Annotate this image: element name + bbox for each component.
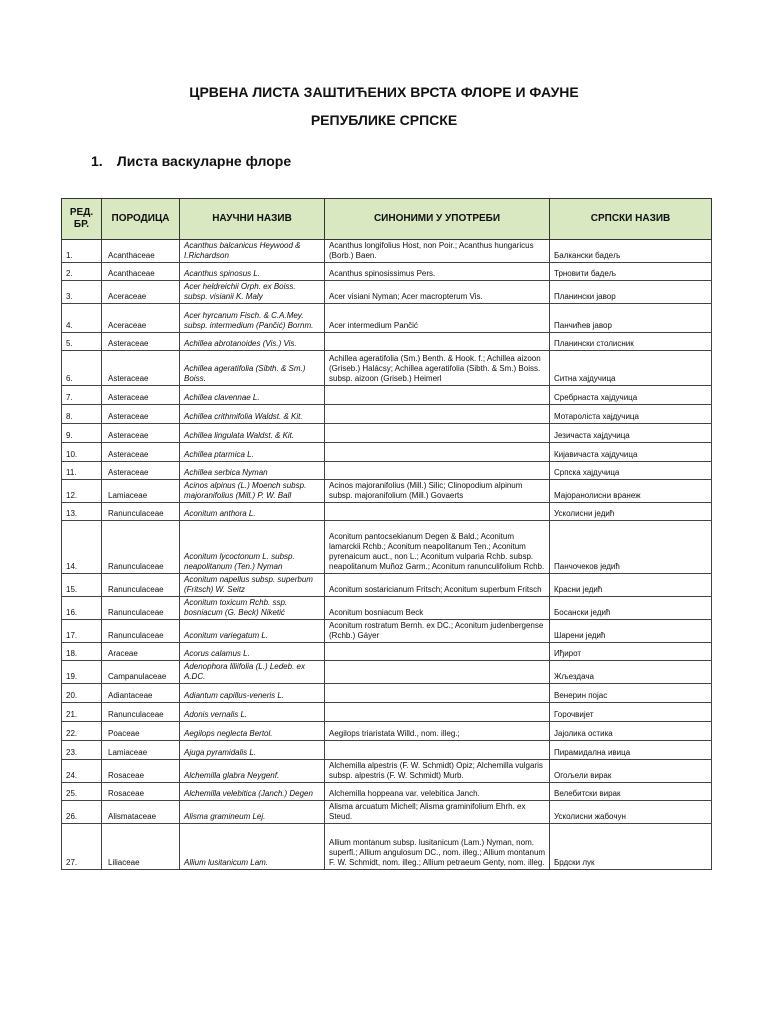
table-row: [62, 703, 712, 722]
table-row: [62, 824, 712, 870]
row-number-cell: 14.: [62, 521, 102, 574]
table-row: [62, 281, 712, 304]
family-cell: Liliaceae: [102, 824, 180, 870]
table-row: [62, 424, 712, 443]
family-cell: Rosaceae: [102, 783, 180, 801]
serbian-name-cell: Пирамидална ивица: [550, 741, 712, 760]
synonyms-cell: Alchemilla hoppeana var. velebitica Janch.: [325, 783, 550, 801]
row-number-cell: 3.: [62, 281, 102, 304]
scientific-name-cell: Adiantum capillus-veneris L.: [180, 684, 325, 703]
serbian-name-cell: Жљездача: [550, 661, 712, 684]
family-cell: Araceae: [102, 643, 180, 661]
table-row: [62, 643, 712, 661]
scientific-name-cell: Achillea crithmifolia Waldst. & Kit.: [180, 405, 325, 424]
table-row: [62, 801, 712, 824]
family-cell: Asteraceae: [102, 462, 180, 480]
row-number-cell: 17.: [62, 620, 102, 643]
family-cell: Aceraceae: [102, 304, 180, 333]
scientific-name-cell: Aconitum toxicum Rchb. ssp. bosniacum (G. Beck) Niketić: [180, 597, 325, 620]
scientific-name-cell: Alisma gramineum Lej.: [180, 801, 325, 824]
row-number-cell: 4.: [62, 304, 102, 333]
synonyms-cell: Aconitum bosniacum Beck: [325, 597, 550, 620]
scientific-name-cell: Adonis vernalis L.: [180, 703, 325, 722]
scientific-name-cell: Achillea ageratifolia (Sibth. & Sm.) Boiss.: [180, 351, 325, 386]
synonyms-cell: Achillea ageratifolia (Sm.) Benth. & Hook. f.; Achillea aizoon (Griseb.) Halácsy; Achillea ageratifolia (Sibth. & Sm.) Boiss. subsp. aizoon (Griseb.) Heimerl: [325, 351, 550, 386]
row-number-cell: 22.: [62, 722, 102, 741]
synonyms-cell: Acanthus longifolius Host, non Poir.; Acanthus hungaricus (Borb.) Baen.: [325, 240, 550, 263]
scientific-name-cell: Alchemilla velebitica (Janch.) Degen: [180, 783, 325, 801]
synonyms-cell: [325, 333, 550, 351]
family-cell: Campanulaceae: [102, 661, 180, 684]
table-row: [62, 240, 712, 263]
row-number-cell: 6.: [62, 351, 102, 386]
table-row: [62, 503, 712, 521]
synonyms-cell: Alchemilla alpestris (F. W. Schmidt) Opiz; Alchemilla vulgaris subsp. alpestris (F. W. Schmidt) Murb.: [325, 760, 550, 783]
scientific-name-cell: Aegilops neglecta Bertol.: [180, 722, 325, 741]
table-row: [62, 263, 712, 281]
scientific-name-cell: Acorus calamus L.: [180, 643, 325, 661]
family-cell: Lamiaceae: [102, 741, 180, 760]
synonyms-cell: Aconitum rostratum Bernh. ex DC.; Aconitum judenbergense (Rchb.) Gáyer: [325, 620, 550, 643]
synonyms-cell: [325, 462, 550, 480]
row-number-cell: 1.: [62, 240, 102, 263]
row-number-cell: 15.: [62, 574, 102, 597]
row-number-cell: 20.: [62, 684, 102, 703]
row-number-cell: 25.: [62, 783, 102, 801]
row-number-cell: 19.: [62, 661, 102, 684]
family-cell: Ranunculaceae: [102, 703, 180, 722]
row-number-cell: 16.: [62, 597, 102, 620]
header-number: РЕД. БР.: [62, 199, 102, 240]
serbian-name-cell: Панчочеков једић: [550, 521, 712, 574]
table-row: [62, 574, 712, 597]
scientific-name-cell: Aconitum lycoctonum L. subsp. neapolitanum (Ten.) Nyman: [180, 521, 325, 574]
row-number-cell: 2.: [62, 263, 102, 281]
document-title-line-2: РЕПУБЛИКЕ СРПСКЕ: [310, 112, 458, 128]
serbian-name-cell: Мајоранолисни вранеж: [550, 480, 712, 503]
serbian-name-cell: Шарени једић: [550, 620, 712, 643]
table-row: [62, 462, 712, 480]
row-number-cell: 27.: [62, 824, 102, 870]
family-cell: Asteraceae: [102, 443, 180, 462]
row-number-cell: 12.: [62, 480, 102, 503]
synonyms-cell: Alisma arcuatum Michell; Alisma graminifolium Ehrh. ex Steud.: [325, 801, 550, 824]
family-cell: Alismataceae: [102, 801, 180, 824]
serbian-name-cell: Иђирот: [550, 643, 712, 661]
row-number-cell: 9.: [62, 424, 102, 443]
synonyms-cell: Allium montanum subsp. lusitanicum (Lam.) Nyman, nom. superfl.; Allium angulosum DC., nom. illeg.; Allium montanum F. W. Schmidt, nom. illeg.; Allium petraeum Genty, nom. illeg.: [325, 824, 550, 870]
row-number-cell: 5.: [62, 333, 102, 351]
synonyms-cell: [325, 684, 550, 703]
header-serbian-name: СРПСКИ НАЗИВ: [550, 199, 712, 240]
family-cell: Asteraceae: [102, 405, 180, 424]
synonyms-cell: [325, 661, 550, 684]
serbian-name-cell: Српска хајдучица: [550, 462, 712, 480]
serbian-name-cell: Велебитски вирак: [550, 783, 712, 801]
synonyms-cell: [325, 405, 550, 424]
family-cell: Asteraceae: [102, 386, 180, 405]
family-cell: Asteraceae: [102, 424, 180, 443]
serbian-name-cell: Сребрнаста хајдучица: [550, 386, 712, 405]
scientific-name-cell: Acer hyrcanum Fisch. & C.A.Mey. subsp. intermedium (Pančić) Bornm.: [180, 304, 325, 333]
section-heading: [91, 153, 291, 169]
row-number-cell: 23.: [62, 741, 102, 760]
scientific-name-cell: Acanthus spinosus L.: [180, 263, 325, 281]
row-number-cell: 7.: [62, 386, 102, 405]
family-cell: Ranunculaceae: [102, 574, 180, 597]
synonyms-cell: [325, 443, 550, 462]
serbian-name-cell: Горочвијет: [550, 703, 712, 722]
row-number-cell: 11.: [62, 462, 102, 480]
scientific-name-cell: Achillea serbica Nyman: [180, 462, 325, 480]
scientific-name-cell: Ajuga pyramidalis L.: [180, 741, 325, 760]
header-family: ПОРОДИЦА: [102, 199, 180, 240]
scientific-name-cell: Achillea ptarmica L.: [180, 443, 325, 462]
table-row: [62, 443, 712, 462]
row-number-cell: 18.: [62, 643, 102, 661]
synonyms-cell: Acanthus spinosissimus Pers.: [325, 263, 550, 281]
row-number-cell: 26.: [62, 801, 102, 824]
table-row: [62, 480, 712, 503]
scientific-name-cell: Achillea abrotanoides (Vis.) Vis.: [180, 333, 325, 351]
serbian-name-cell: Планински јавор: [550, 281, 712, 304]
table-row: [62, 661, 712, 684]
serbian-name-cell: Балкански бадељ: [550, 240, 712, 263]
family-cell: Asteraceae: [102, 333, 180, 351]
serbian-name-cell: Усколисни једић: [550, 503, 712, 521]
family-cell: Acanthaceae: [102, 240, 180, 263]
row-number-cell: 8.: [62, 405, 102, 424]
serbian-name-cell: Трновити бадељ: [550, 263, 712, 281]
scientific-name-cell: Aconitum anthora L.: [180, 503, 325, 521]
serbian-name-cell: Венерин појас: [550, 684, 712, 703]
table-header-row: [62, 199, 712, 240]
scientific-name-cell: Acer heldreichii Orph. ex Boiss. subsp. visianii K. Maly: [180, 281, 325, 304]
flora-table: [61, 198, 712, 870]
serbian-name-cell: Босански једић: [550, 597, 712, 620]
table-row: [62, 597, 712, 620]
scientific-name-cell: Achillea clavennae L.: [180, 386, 325, 405]
scientific-name-cell: Acanthus balcanicus Heywood & I.Richardson: [180, 240, 325, 263]
family-cell: Aceraceae: [102, 281, 180, 304]
synonyms-cell: [325, 386, 550, 405]
family-cell: Lamiaceae: [102, 480, 180, 503]
table-row: [62, 760, 712, 783]
serbian-name-cell: Красни једић: [550, 574, 712, 597]
row-number-cell: 13.: [62, 503, 102, 521]
synonyms-cell: Aegilops triaristata Willd., nom. illeg.;: [325, 722, 550, 741]
synonyms-cell: [325, 643, 550, 661]
family-cell: Adiantaceae: [102, 684, 180, 703]
scientific-name-cell: Achillea lingulata Waldst. & Kit.: [180, 424, 325, 443]
table-row: [62, 386, 712, 405]
synonyms-cell: Acinos majoranifolius (Mill.) Silic; Clinopodium alpinum subsp. majoranifolium (Mill.) Govaerts: [325, 480, 550, 503]
family-cell: Ranunculaceae: [102, 620, 180, 643]
synonyms-cell: [325, 703, 550, 722]
synonyms-cell: [325, 741, 550, 760]
section-number: 1.: [91, 153, 103, 169]
document-title-line-1: ЦРВЕНА ЛИСТА ЗАШТИЋЕНИХ ВРСТА ФЛОРЕ И ФАУНЕ: [189, 84, 579, 100]
serbian-name-cell: Панчићев јавор: [550, 304, 712, 333]
table-row: [62, 783, 712, 801]
table-row: [62, 521, 712, 574]
synonyms-cell: Aconitum sostaricianum Fritsch; Aconitum superbum Fritsch: [325, 574, 550, 597]
synonyms-cell: Acer intermedium Pančić: [325, 304, 550, 333]
synonyms-cell: Acer visiani Nyman; Acer macropterum Vis.: [325, 281, 550, 304]
family-cell: Ranunculaceae: [102, 503, 180, 521]
table-row: [62, 351, 712, 386]
table-row: [62, 333, 712, 351]
serbian-name-cell: Ситна хајдучица: [550, 351, 712, 386]
serbian-name-cell: Усколисни жабочун: [550, 801, 712, 824]
synonyms-cell: [325, 424, 550, 443]
scientific-name-cell: Alchemilla glabra Neygenf.: [180, 760, 325, 783]
table-row: [62, 620, 712, 643]
scientific-name-cell: Aconitum variegatum L.: [180, 620, 325, 643]
family-cell: Rosaceae: [102, 760, 180, 783]
family-cell: Acanthaceae: [102, 263, 180, 281]
table-row: [62, 304, 712, 333]
table-row: [62, 405, 712, 424]
scientific-name-cell: Allium lusitanicum Lam.: [180, 824, 325, 870]
serbian-name-cell: Огољели вирак: [550, 760, 712, 783]
serbian-name-cell: Језичаста хајдучица: [550, 424, 712, 443]
header-synonyms: СИНОНИМИ У УПОТРЕБИ: [325, 199, 550, 240]
family-cell: Poaceae: [102, 722, 180, 741]
synonyms-cell: [325, 503, 550, 521]
table-row: [62, 741, 712, 760]
scientific-name-cell: Adenophora liliifolia (L.) Ledeb. ex A.DC.: [180, 661, 325, 684]
row-number-cell: 24.: [62, 760, 102, 783]
table-row: [62, 722, 712, 741]
serbian-name-cell: Мотароліста хајдучица: [550, 405, 712, 424]
scientific-name-cell: Acinos alpinus (L.) Moench subsp. majoranifolius (Mill.) P. W. Ball: [180, 480, 325, 503]
row-number-cell: 10.: [62, 443, 102, 462]
synonyms-cell: Aconitum pantocsekianum Degen & Bald.; Aconitum lamarckii Rchb.; Aconitum neapolitanum Ten.; Aconitum pyrenaicum auct., non L.; Aconitum vulparia Rchb. subsp. neapolitanum Muñoz Garm.; Aconitum ranunculifolium Rchb.: [325, 521, 550, 574]
family-cell: Ranunculaceae: [102, 521, 180, 574]
table-row: [62, 684, 712, 703]
serbian-name-cell: Планински столисник: [550, 333, 712, 351]
serbian-name-cell: Јајолика остика: [550, 722, 712, 741]
serbian-name-cell: Кијавичаста хајдучица: [550, 443, 712, 462]
scientific-name-cell: Aconitum napellus subsp. superbum (Fritsch) W. Seitz: [180, 574, 325, 597]
family-cell: Asteraceae: [102, 351, 180, 386]
row-number-cell: 21.: [62, 703, 102, 722]
header-scientific-name: НАУЧНИ НАЗИВ: [180, 199, 325, 240]
section-label: Листа васкуларне флоре: [116, 153, 292, 169]
family-cell: Ranunculaceae: [102, 597, 180, 620]
serbian-name-cell: Брдски лук: [550, 824, 712, 870]
